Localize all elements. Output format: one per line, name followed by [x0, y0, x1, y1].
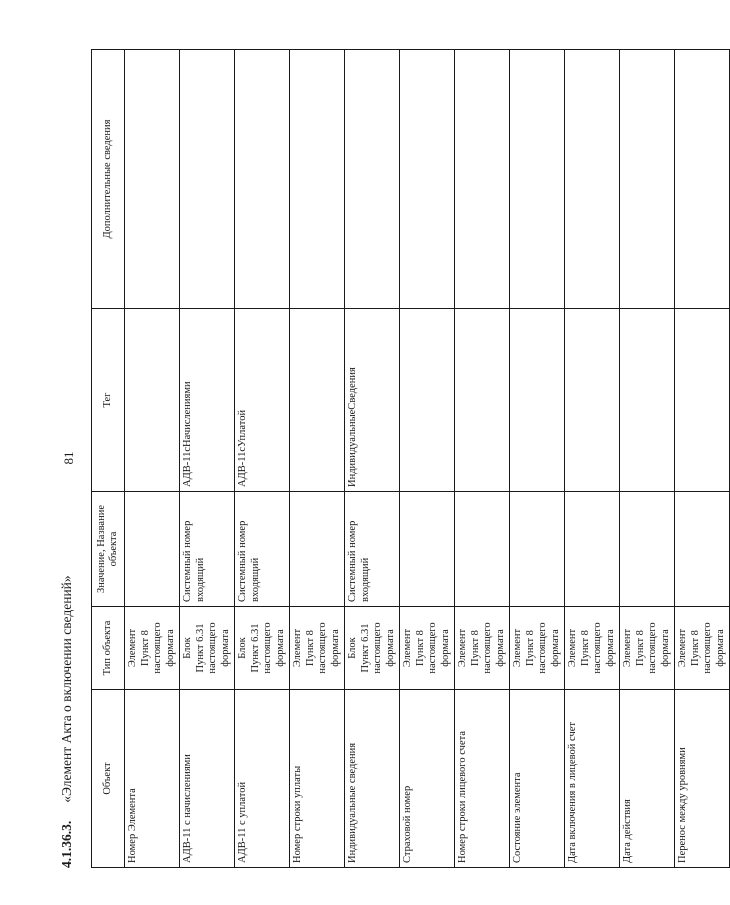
table-body	[125, 50, 730, 868]
cell-value-name	[290, 492, 345, 607]
element-spec-table	[91, 49, 730, 868]
cell-value-name	[125, 492, 180, 607]
cell-object: Перенос между уровнями	[675, 690, 730, 868]
cell-object-type	[675, 607, 730, 690]
cell-value-name	[565, 492, 620, 607]
cell-tag	[675, 309, 730, 492]
cell-object: Номер строки уплаты	[290, 690, 345, 868]
object-type-line: Пункт 8 настоящего	[304, 622, 328, 674]
object-type-line: формата	[329, 629, 341, 667]
cell-additional-info	[510, 50, 565, 309]
cell-object-type	[455, 607, 510, 690]
cell-tag: АДВ-11сНачислениями	[180, 309, 235, 492]
cell-additional-info	[345, 50, 400, 309]
table-row	[345, 50, 400, 868]
cell-object-type	[345, 607, 400, 690]
cell-object: Страховой номер	[400, 690, 455, 868]
object-type-line: Пункт 8 настоящего	[524, 622, 548, 674]
object-type-line: Пункт 8 настоящего	[139, 622, 163, 674]
cell-object: АДВ-11 с уплатой	[235, 690, 290, 868]
cell-object-type	[510, 607, 565, 690]
object-type-line: формата	[439, 629, 451, 667]
cell-additional-info	[290, 50, 345, 309]
object-type-line: формата	[659, 629, 671, 667]
cell-object-type	[125, 607, 180, 690]
object-type-line: Блок	[347, 637, 358, 659]
header-object-type: Тип объекта	[92, 607, 125, 690]
object-type-line: Пункт 8 настоящего	[689, 622, 713, 674]
cell-object-type	[180, 607, 235, 690]
cell-tag	[125, 309, 180, 492]
table-row	[565, 50, 620, 868]
object-type-line: Элемент	[567, 628, 578, 668]
cell-tag: АДВ-11сУплатой	[235, 309, 290, 492]
table-row	[400, 50, 455, 868]
cell-object-type	[290, 607, 345, 690]
object-type-line: Элемент	[402, 628, 413, 668]
cell-additional-info	[675, 50, 730, 309]
cell-object-type	[400, 607, 455, 690]
object-type-line: Элемент	[127, 628, 138, 668]
object-type-line: Блок	[182, 637, 193, 659]
cell-additional-info	[180, 50, 235, 309]
object-type-line: Элемент	[622, 628, 633, 668]
header-tag: Тег	[92, 309, 125, 492]
object-type-line: формата	[604, 629, 616, 667]
cell-tag	[565, 309, 620, 492]
cell-object-type	[565, 607, 620, 690]
cell-value-name: Системный номер входящий	[345, 492, 400, 607]
header-object: Объект	[92, 690, 125, 868]
object-type-line: формата	[714, 629, 726, 667]
cell-additional-info	[125, 50, 180, 309]
cell-value-name	[455, 492, 510, 607]
cell-object: Номер строки лицевого счета	[455, 690, 510, 868]
cell-tag	[620, 309, 675, 492]
table-row	[620, 50, 675, 868]
cell-tag	[290, 309, 345, 492]
cell-value-name	[400, 492, 455, 607]
object-type-line: Пункт 6.31	[194, 623, 206, 673]
object-type-line: настоящего формата	[372, 622, 396, 674]
cell-additional-info	[400, 50, 455, 309]
table-row	[675, 50, 730, 868]
table-row	[235, 50, 290, 868]
object-type-line: Пункт 8 настоящего	[579, 622, 603, 674]
section-title: «Элемент Акта о включении сведений»	[59, 575, 74, 803]
table-row	[125, 50, 180, 868]
object-type-line: настоящего формата	[207, 622, 231, 674]
cell-value-name	[510, 492, 565, 607]
cell-tag: ИндивидуальныеСведения	[345, 309, 400, 492]
table-row	[180, 50, 235, 868]
rotated-page	[57, 48, 726, 868]
object-type-line: Элемент	[292, 628, 303, 668]
header-value-name: Значение, Название объекта	[92, 492, 125, 607]
object-type-line: формата	[164, 629, 176, 667]
object-type-line: Блок	[237, 637, 248, 659]
cell-value-name	[675, 492, 730, 607]
cell-tag	[455, 309, 510, 492]
object-type-line: Пункт 6.31	[359, 623, 371, 673]
object-type-line: Элемент	[457, 628, 468, 668]
object-type-line: Элемент	[677, 628, 688, 668]
cell-value-name: Системный номер входящий	[235, 492, 290, 607]
object-type-line: формата	[549, 629, 561, 667]
cell-object: Дата действия	[620, 690, 675, 868]
object-type-line: Элемент	[512, 628, 523, 668]
table-header-row	[92, 50, 125, 868]
table-row	[510, 50, 565, 868]
cell-value-name: Системный номер входящий	[180, 492, 235, 607]
header-additional-info: Дополнительные сведения	[92, 50, 125, 309]
object-type-line: Пункт 6.31	[249, 623, 261, 673]
cell-object: Дата включения в лицевой счет	[565, 690, 620, 868]
cell-object: Индивидуальные сведения	[345, 690, 400, 868]
table-row	[455, 50, 510, 868]
cell-object-type	[235, 607, 290, 690]
section-heading	[59, 575, 75, 868]
cell-additional-info	[565, 50, 620, 309]
object-type-line: формата	[494, 629, 506, 667]
page-number: 81	[61, 451, 76, 465]
cell-additional-info	[620, 50, 675, 309]
object-type-line: настоящего формата	[262, 622, 286, 674]
cell-additional-info	[235, 50, 290, 309]
cell-object: АДВ-11 с начислениями	[180, 690, 235, 868]
table-row	[290, 50, 345, 868]
cell-object: Номер Элемента	[125, 690, 180, 868]
cell-object: Состояние элемента	[510, 690, 565, 868]
cell-object-type	[620, 607, 675, 690]
cell-value-name	[620, 492, 675, 607]
cell-tag	[510, 309, 565, 492]
section-number: 4.1.36.3.	[59, 820, 74, 868]
object-type-line: Пункт 8 настоящего	[634, 622, 658, 674]
object-type-line: Пункт 8 настоящего	[469, 622, 493, 674]
cell-tag	[400, 309, 455, 492]
object-type-line: Пункт 8 настоящего	[414, 622, 438, 674]
cell-additional-info	[455, 50, 510, 309]
